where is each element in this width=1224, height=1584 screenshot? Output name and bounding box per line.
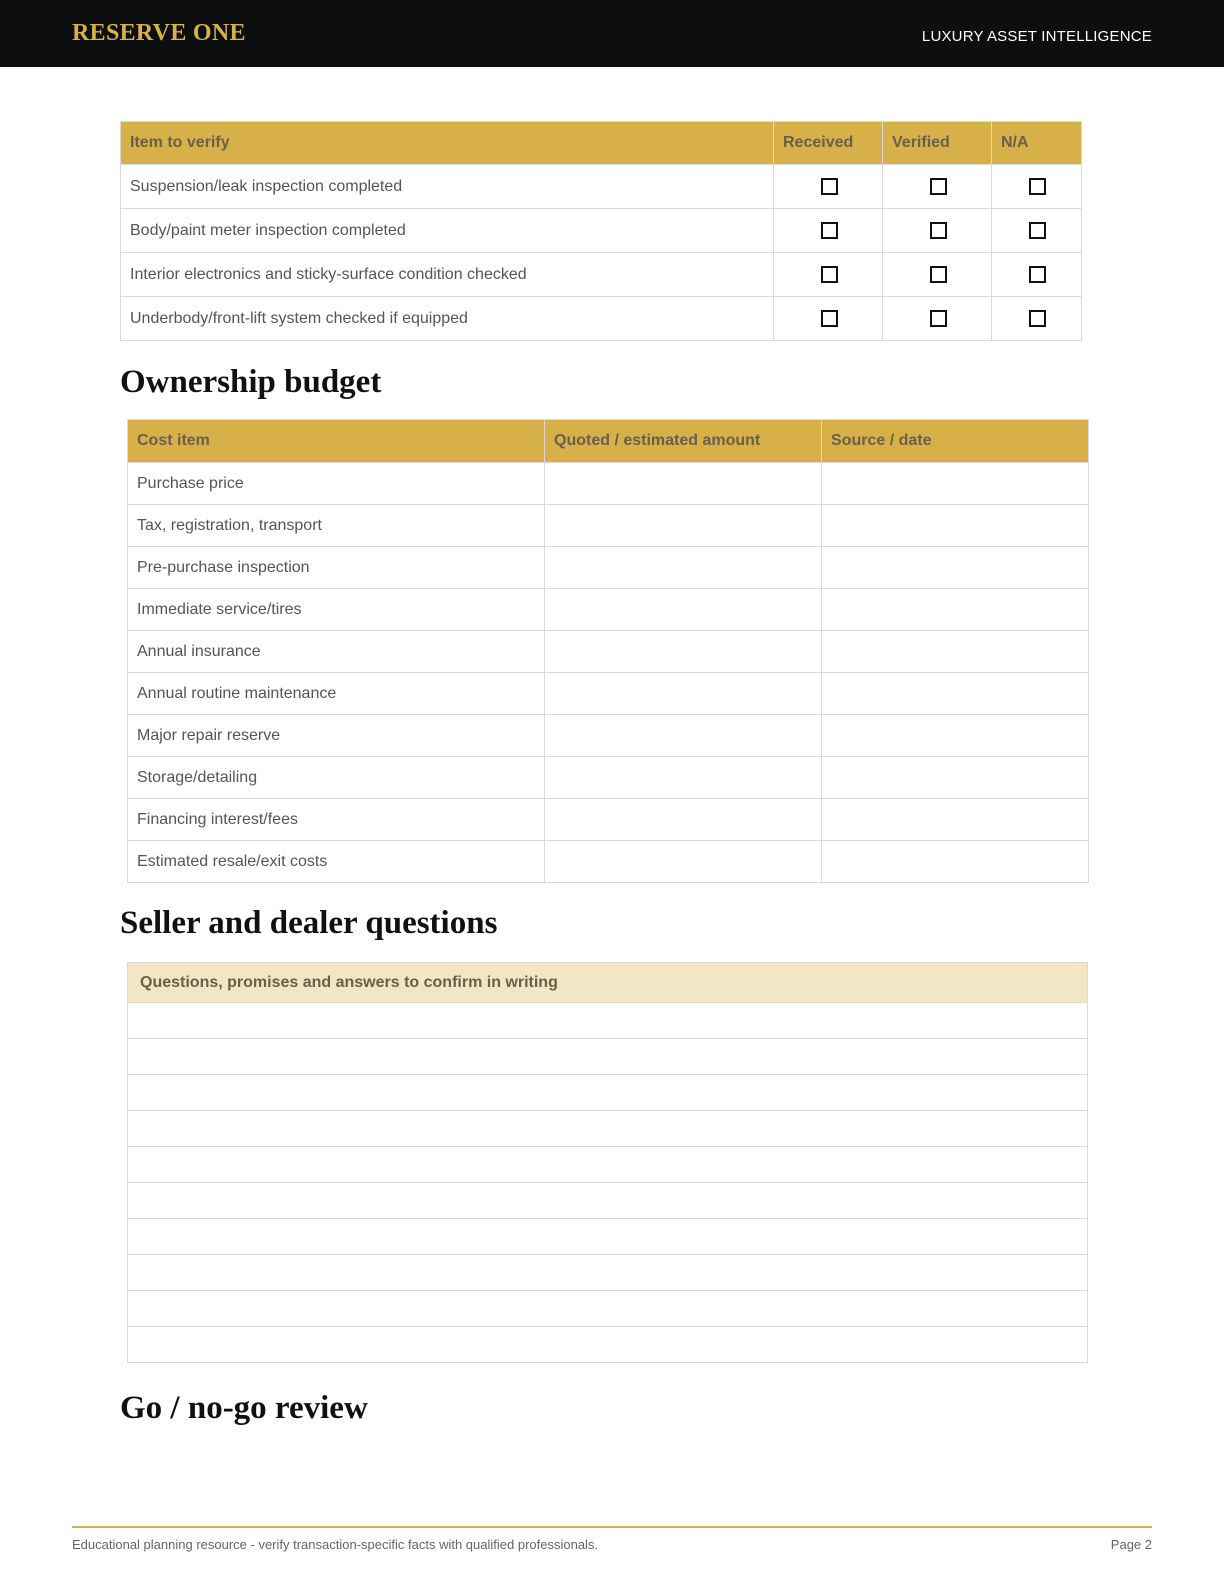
table-row (128, 1183, 1088, 1219)
questions-table (127, 962, 1088, 1363)
table-row (128, 715, 1089, 757)
table-row (128, 1291, 1088, 1327)
source-date-cell[interactable] (822, 715, 1089, 757)
brand-logo: RESERVE ONE (72, 20, 246, 46)
cost-item-label: Pre-purchase inspection (128, 547, 545, 589)
verified-checkbox[interactable] (930, 266, 947, 283)
table-row (121, 209, 1082, 253)
table-row (121, 253, 1082, 297)
source-date-cell[interactable] (822, 505, 1089, 547)
footer-divider (72, 1526, 1152, 1528)
na-checkbox[interactable] (1029, 310, 1046, 327)
table-row (128, 1255, 1088, 1291)
question-entry-line[interactable] (128, 1147, 1088, 1183)
table-row (128, 1219, 1088, 1255)
source-date-cell[interactable] (822, 757, 1089, 799)
col-cost-item: Cost item (128, 420, 545, 463)
table-row (128, 1147, 1088, 1183)
amount-cell[interactable] (545, 673, 822, 715)
ownership-budget-table (127, 419, 1089, 883)
top-header-bar (0, 0, 1224, 67)
amount-cell[interactable] (545, 505, 822, 547)
footer-disclaimer: Educational planning resource - verify transaction-specific facts with qualified professionals. (72, 1537, 599, 1552)
amount-cell[interactable] (545, 631, 822, 673)
source-date-cell[interactable] (822, 841, 1089, 883)
amount-cell[interactable] (545, 463, 822, 505)
page-number: Page 2 (1110, 1537, 1152, 1552)
source-date-cell[interactable] (822, 547, 1089, 589)
verify-item-label: Suspension/leak inspection completed (121, 165, 774, 209)
question-entry-line[interactable] (128, 1327, 1088, 1363)
cost-item-label: Annual routine maintenance (128, 673, 545, 715)
question-entry-line[interactable] (128, 1111, 1088, 1147)
table-row (128, 505, 1089, 547)
question-entry-line[interactable] (128, 1219, 1088, 1255)
question-entry-line[interactable] (128, 1039, 1088, 1075)
amount-cell[interactable] (545, 589, 822, 631)
amount-cell[interactable] (545, 799, 822, 841)
col-source-date: Source / date (822, 420, 1089, 463)
source-date-cell[interactable] (822, 631, 1089, 673)
question-entry-line[interactable] (128, 1255, 1088, 1291)
cost-item-label: Financing interest/fees (128, 799, 545, 841)
verified-checkbox[interactable] (930, 222, 947, 239)
question-entry-line[interactable] (128, 1291, 1088, 1327)
ownership-budget-heading: Ownership budget (120, 364, 382, 400)
verify-item-label: Interior electronics and sticky-surface condition checked (121, 253, 774, 297)
question-entry-line[interactable] (128, 1075, 1088, 1111)
table-row (121, 165, 1082, 209)
cost-item-label: Annual insurance (128, 631, 545, 673)
verified-checkbox[interactable] (930, 178, 947, 195)
table-row (128, 463, 1089, 505)
received-checkbox[interactable] (821, 222, 838, 239)
amount-cell[interactable] (545, 715, 822, 757)
source-date-cell[interactable] (822, 463, 1089, 505)
seller-dealer-questions-heading: Seller and dealer questions (120, 905, 498, 941)
table-row (121, 297, 1082, 341)
received-checkbox[interactable] (821, 310, 838, 327)
table-row (128, 589, 1089, 631)
received-checkbox[interactable] (821, 266, 838, 283)
col-verified: Verified (883, 122, 992, 165)
questions-table-header: Questions, promises and answers to confirm in writing (128, 963, 1088, 1003)
table-row (128, 631, 1089, 673)
cost-item-label: Tax, registration, transport (128, 505, 545, 547)
verification-table (120, 121, 1082, 341)
na-checkbox[interactable] (1029, 222, 1046, 239)
table-row (128, 1003, 1088, 1039)
table-row (128, 547, 1089, 589)
table-row (128, 841, 1089, 883)
verified-checkbox[interactable] (930, 310, 947, 327)
amount-cell[interactable] (545, 757, 822, 799)
verification-header-row (121, 122, 1082, 165)
table-row (128, 1075, 1088, 1111)
na-checkbox[interactable] (1029, 178, 1046, 195)
col-na: N/A (992, 122, 1082, 165)
table-row (128, 1039, 1088, 1075)
table-row (128, 1327, 1088, 1363)
source-date-cell[interactable] (822, 799, 1089, 841)
amount-cell[interactable] (545, 547, 822, 589)
table-row (128, 673, 1089, 715)
na-checkbox[interactable] (1029, 266, 1046, 283)
col-received: Received (774, 122, 883, 165)
questions-header-row (128, 963, 1088, 1003)
verify-item-label: Body/paint meter inspection completed (121, 209, 774, 253)
cost-item-label: Estimated resale/exit costs (128, 841, 545, 883)
table-row (128, 1111, 1088, 1147)
header-tagline: LUXURY ASSET INTELLIGENCE (921, 28, 1152, 45)
cost-item-label: Immediate service/tires (128, 589, 545, 631)
amount-cell[interactable] (545, 841, 822, 883)
table-row (128, 757, 1089, 799)
received-checkbox[interactable] (821, 178, 838, 195)
source-date-cell[interactable] (822, 673, 1089, 715)
question-entry-line[interactable] (128, 1003, 1088, 1039)
source-date-cell[interactable] (822, 589, 1089, 631)
budget-header-row (128, 420, 1089, 463)
cost-item-label: Major repair reserve (128, 715, 545, 757)
go-no-go-review-heading: Go / no-go review (120, 1390, 368, 1426)
cost-item-label: Storage/detailing (128, 757, 545, 799)
col-quoted-amount: Quoted / estimated amount (545, 420, 822, 463)
question-entry-line[interactable] (128, 1183, 1088, 1219)
verify-item-label: Underbody/front-lift system checked if equipped (121, 297, 774, 341)
cost-item-label: Purchase price (128, 463, 545, 505)
col-item-to-verify: Item to verify (121, 122, 774, 165)
table-row (128, 799, 1089, 841)
